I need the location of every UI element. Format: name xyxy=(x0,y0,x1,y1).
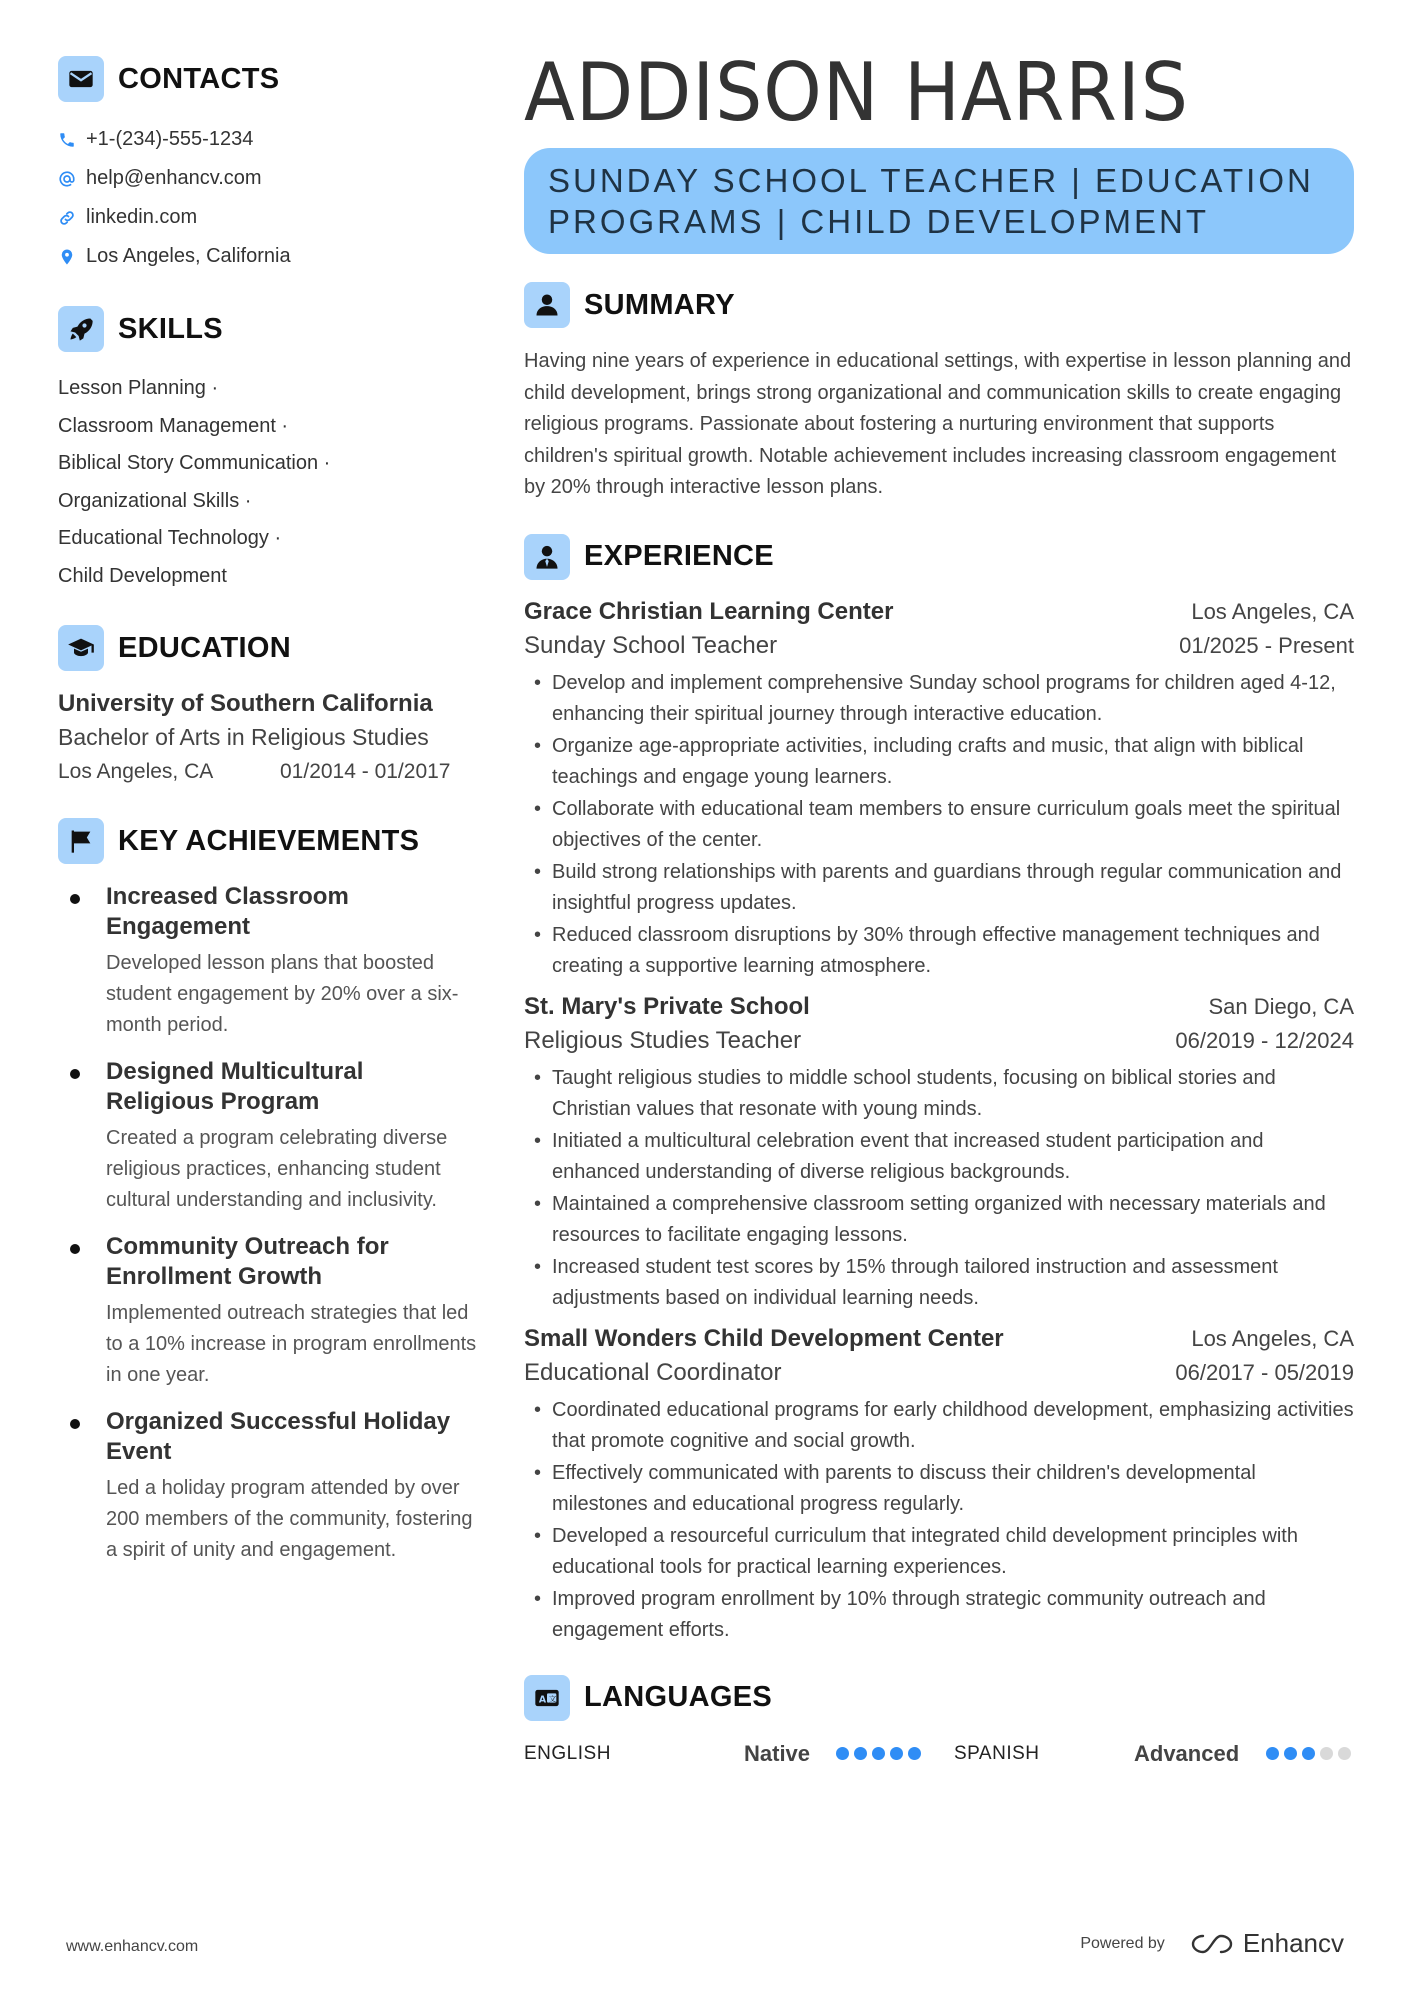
job-bullet: • Developed a resourceful curriculum that integrated child development principles with educational tools for practical learning experiences. xyxy=(524,1521,1354,1584)
education-school: University of Southern California xyxy=(58,690,433,717)
job-bullet: • Develop and implement comprehensive Sunday school programs for children aged 4-12, enhancing their spiritual journey through interactive education. xyxy=(524,668,1354,731)
job-bullet: • Build strong relationships with parents and guardians through regular communication and insightful progress updates. xyxy=(524,857,1354,920)
achievement-desc: Developed lesson plans that boosted student engagement by 20% over a six-month period. xyxy=(106,952,459,1036)
education-dates: 01/2014 - 01/2017 xyxy=(280,760,451,783)
linkedin-text: linkedin.com xyxy=(86,206,198,228)
job-company: St. Mary's Private School xyxy=(524,992,810,1020)
enhancv-logo-icon xyxy=(1189,1932,1235,1956)
phone-text: +1-(234)-555-1234 xyxy=(86,128,254,150)
translate-icon xyxy=(524,1675,570,1721)
brand-name: Enhancv xyxy=(1242,1928,1344,1958)
rating-dot-filled xyxy=(1302,1747,1315,1760)
language-level: Advanced xyxy=(1134,1740,1240,1766)
languages-list xyxy=(524,1741,1354,1767)
languages-header xyxy=(524,1675,1354,1721)
rating-dot-filled xyxy=(908,1747,921,1760)
job-bullet: • Reduced classroom disruptions by 30% through effective management techniques and creating a supportive learning atmosphere. xyxy=(524,920,1354,983)
job-title-banner: SUNDAY SCHOOL TEACHER | EDUCATION PROGRAMS | CHILD DEVELOPMENT xyxy=(524,148,1354,254)
achievement-title: Organized Successful Holiday Event xyxy=(106,1408,451,1465)
education-section xyxy=(58,625,478,784)
job-bullet: • Organize age-appropriate activities, including crafts and music, that align with biblical teachings and engage young learners. xyxy=(524,731,1354,794)
flag-icon xyxy=(58,818,104,864)
phone-icon xyxy=(58,131,76,149)
rating-dot-filled xyxy=(1266,1747,1279,1760)
education-degree: Bachelor of Arts in Religious Studies xyxy=(58,724,429,750)
candidate-name: ADDISON HARRIS xyxy=(524,46,1189,139)
job-role: Sunday School Teacher xyxy=(524,631,778,659)
education-heading: EDUCATION xyxy=(118,631,291,664)
job-dates: 01/2025 - Present xyxy=(1179,632,1354,658)
achievements-header xyxy=(58,818,478,864)
job-bullet: • Maintained a comprehensive classroom setting organized with necessary materials and resources to facilitate engaging lessons. xyxy=(524,1189,1354,1252)
rating-dot-empty xyxy=(1338,1747,1351,1760)
job-dates: 06/2019 - 12/2024 xyxy=(1175,1027,1354,1053)
skill-item: Classroom Management · xyxy=(58,414,289,437)
powered-by-label: Powered by xyxy=(1080,1934,1165,1952)
contact-phone[interactable] xyxy=(58,120,478,159)
graduation-cap-icon xyxy=(58,625,104,671)
rocket-icon xyxy=(58,306,104,352)
contact-location xyxy=(58,237,478,276)
language-rating xyxy=(836,1747,921,1760)
skill-item: Lesson Planning · xyxy=(58,377,219,399)
job-company: Small Wonders Child Development Center xyxy=(524,1324,1004,1352)
location-text: Los Angeles, California xyxy=(86,245,291,267)
job-bullet: • Coordinated educational programs for early childhood development, emphasizing activities that promote cognitive and social growth. xyxy=(524,1395,1354,1458)
achievement-desc: Led a holiday program attended by over 200 members of the community, fostering a spirit of unity and engagement. xyxy=(106,1477,473,1561)
job-location: San Diego, CA xyxy=(1208,993,1354,1019)
job-role: Educational Coordinator xyxy=(524,1358,782,1386)
job-dates: 06/2017 - 05/2019 xyxy=(1175,1359,1354,1385)
summary-heading: SUMMARY xyxy=(584,288,735,321)
contact-linkedin[interactable] xyxy=(58,198,478,237)
skills-section xyxy=(58,306,478,595)
job-bullet: • Taught religious studies to middle school students, focusing on biblical stories and Christian values that resonate with young minds. xyxy=(524,1063,1354,1126)
job-bullet: • Increased student test scores by 15% through tailored instruction and assessment adjustments based on individual learning needs. xyxy=(524,1252,1354,1315)
language-name: SPANISH xyxy=(954,1742,1040,1764)
achievement-title: Community Outreach for Enrollment Growth xyxy=(106,1233,389,1290)
experience-entry xyxy=(524,1325,1354,1647)
education-header xyxy=(58,625,478,671)
at-icon xyxy=(58,170,76,188)
skill-item: Organizational Skills · xyxy=(58,489,252,512)
summary-header xyxy=(524,282,1354,328)
envelope-icon xyxy=(58,56,104,102)
job-bullet: • Collaborate with educational team members to ensure curriculum goals meet the spiritual objectives of the center. xyxy=(524,794,1354,857)
skills-heading: SKILLS xyxy=(118,312,223,345)
achievement-desc: Created a program celebrating diverse religious practices, enhancing student cultural understanding and inclusivity. xyxy=(106,1127,448,1211)
languages-section xyxy=(524,1675,1354,1767)
skill-item: Educational Technology · xyxy=(58,527,282,549)
skill-item: Child Development xyxy=(58,564,227,587)
footer-branding xyxy=(1080,1928,1344,1959)
experience-entry xyxy=(524,598,1354,983)
summary-section xyxy=(524,282,1354,504)
link-icon xyxy=(58,209,76,227)
footer-website[interactable]: www.enhancv.com xyxy=(66,1938,199,1955)
language-level: Native xyxy=(744,1740,811,1766)
achievement-title: Increased Classroom Engagement xyxy=(106,883,349,940)
contacts-section xyxy=(58,56,478,276)
svg-text:A: A xyxy=(538,1694,547,1706)
achievements-section xyxy=(58,818,478,1566)
rating-dot-filled xyxy=(872,1747,885,1760)
achievement-item xyxy=(58,882,478,1041)
experience-entry xyxy=(524,993,1354,1315)
achievement-desc: Implemented outreach strategies that led to a 10% increase in program enrollments in one year. xyxy=(106,1302,477,1386)
languages-heading: LANGUAGES xyxy=(584,1681,772,1713)
language-item xyxy=(524,1741,954,1767)
email-text: help@enhancv.com xyxy=(86,167,262,189)
experience-heading: EXPERIENCE xyxy=(584,540,774,572)
skills-header xyxy=(58,306,478,352)
rating-dot-filled xyxy=(890,1747,903,1760)
education-location: Los Angeles, CA xyxy=(58,760,214,783)
job-role: Religious Studies Teacher xyxy=(524,1026,802,1054)
language-item xyxy=(954,1741,1354,1767)
job-bullet: • Effectively communicated with parents to discuss their children's developmental milestones and educational progress regularly. xyxy=(524,1458,1354,1521)
summary-text: Having nine years of experience in educational settings, with expertise in lesson planning and child development, brings strong organizational and communication skills to create engaging religious programs. Passionate about fostering a nurturing environment that supports children's spiritual growth. Notable achievement includes increasing classroom engagement by 20% through interactive lesson plans. xyxy=(524,350,1352,498)
job-location: Los Angeles, CA xyxy=(1191,598,1354,624)
left-column xyxy=(58,56,478,1582)
education-meta xyxy=(58,760,478,784)
svg-text:文: 文 xyxy=(548,1694,557,1703)
job-bullets xyxy=(524,1395,1354,1647)
job-bullets xyxy=(524,1063,1354,1315)
location-pin-icon xyxy=(58,248,76,266)
achievements-heading: KEY ACHIEVEMENTS xyxy=(118,824,420,857)
job-bullets xyxy=(524,668,1354,983)
achievement-item xyxy=(58,1057,478,1216)
rating-dot-empty xyxy=(1320,1747,1333,1760)
businessperson-icon xyxy=(524,534,570,580)
rating-dot-filled xyxy=(1284,1747,1297,1760)
brand-logo[interactable] xyxy=(1189,1928,1344,1959)
rating-dot-filled xyxy=(836,1747,849,1760)
skill-item: Biblical Story Communication · xyxy=(58,452,331,474)
contact-email[interactable] xyxy=(58,159,478,198)
right-column xyxy=(524,46,1354,1767)
experience-section xyxy=(524,534,1354,1647)
job-company: Grace Christian Learning Center xyxy=(524,597,894,625)
job-bullet: • Improved program enrollment by 10% through strategic community outreach and engagement efforts. xyxy=(524,1584,1354,1647)
achievement-item xyxy=(58,1407,478,1566)
achievement-title: Designed Multicultural Religious Program xyxy=(106,1058,364,1115)
user-icon xyxy=(524,282,570,328)
experience-header xyxy=(524,534,1354,580)
job-bullet: • Initiated a multicultural celebration event that increased student participation and enhanced understanding of diverse religious backgrounds. xyxy=(524,1126,1354,1189)
contacts-header xyxy=(58,56,478,102)
contacts-heading: CONTACTS xyxy=(118,62,280,95)
rating-dot-filled xyxy=(854,1747,867,1760)
language-rating xyxy=(1266,1747,1351,1760)
language-name: ENGLISH xyxy=(524,1742,611,1764)
achievement-item xyxy=(58,1232,478,1391)
job-location: Los Angeles, CA xyxy=(1191,1325,1354,1351)
